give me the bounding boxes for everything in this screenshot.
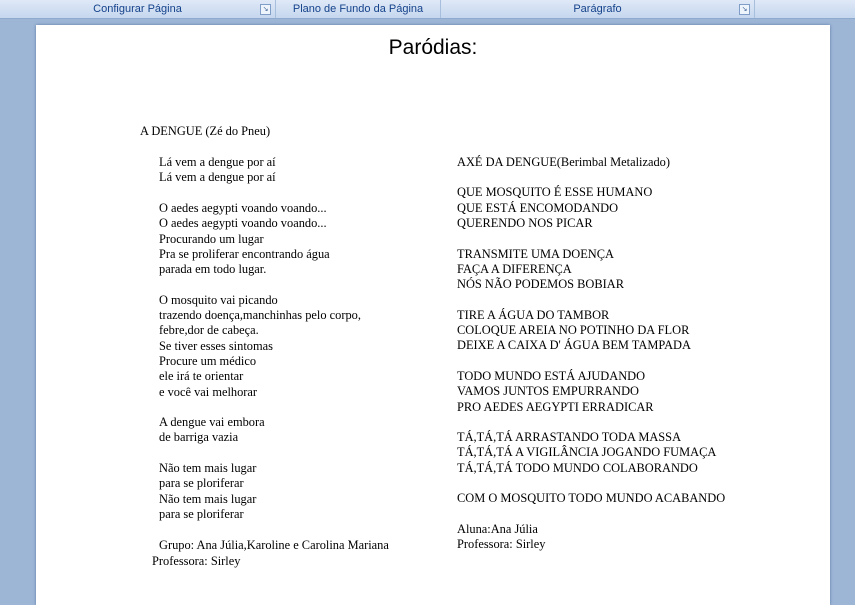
dialog-launcher-icon[interactable]: ↘ bbox=[739, 4, 750, 15]
text-line: de barriga vazia bbox=[159, 430, 239, 445]
text-line: O aedes aegypti voando voando... bbox=[159, 200, 327, 215]
text-line: parada em todo lugar. bbox=[159, 262, 267, 277]
left-heading: A DENGUE (Zé do Pneu) bbox=[140, 124, 271, 138]
text-line: TODO MUNDO ESTÁ AJUDANDO bbox=[457, 368, 646, 383]
left-footer: Professora: Sirley bbox=[152, 554, 241, 568]
text-line: febre,dor de cabeça. bbox=[159, 323, 259, 338]
text-line: TIRE A ÁGUA DO TAMBOR bbox=[457, 307, 610, 322]
text-line: NÓS NÃO PODEMOS BOBIAR bbox=[457, 277, 624, 292]
text-line: Se tiver esses sintomas bbox=[159, 338, 273, 353]
ribbon-group-label: Plano de Fundo da Página bbox=[292, 3, 424, 15]
text-line: TÁ,TÁ,TÁ TODO MUNDO COLABORANDO bbox=[457, 460, 698, 475]
text-line: TÁ,TÁ,TÁ A VIGILÂNCIA JOGANDO FUMAÇA bbox=[457, 445, 717, 460]
right-heading: AXÉ DA DENGUE(Berimbal Metalizado) bbox=[457, 155, 670, 169]
text-line: Grupo: Ana Júlia,Karoline e Carolina Mariana bbox=[159, 537, 389, 552]
text-line: O mosquito vai picando bbox=[159, 292, 278, 307]
dialog-launcher-icon[interactable]: ↘ bbox=[260, 4, 271, 15]
text-line: para se ploriferar bbox=[159, 476, 244, 491]
text-line: para se ploriferar bbox=[159, 506, 244, 521]
text-line: FAÇA A DIFERENÇA bbox=[457, 261, 572, 276]
ribbon-group-labels-bar bbox=[0, 0, 855, 19]
text-line: Pra se proliferar encontrando água bbox=[159, 246, 330, 261]
text-line: TRANSMITE UMA DOENÇA bbox=[457, 246, 614, 261]
text-line: TÁ,TÁ,TÁ ARRASTANDO TODA MASSA bbox=[457, 430, 682, 445]
page-title: Paródias: bbox=[388, 36, 478, 59]
ribbon-group-page-background bbox=[276, 0, 441, 18]
text-line: e você vai melhorar bbox=[159, 384, 258, 399]
text-line: DEIXE A CAIXA D' ÁGUA BEM TAMPADA bbox=[457, 338, 691, 353]
text-line: Lá vem a dengue por aí bbox=[159, 155, 276, 169]
text-line: Lá vem a dengue por aí bbox=[159, 170, 276, 185]
text-line: trazendo doença,manchinhas pelo corpo, bbox=[159, 308, 361, 322]
text-line: COLOQUE AREIA NO POTINHO DA FLOR bbox=[457, 323, 690, 337]
text-line: QUE ESTÁ ENCOMODANDO bbox=[457, 200, 619, 215]
text-line: QUERENDO NOS PICAR bbox=[457, 215, 593, 230]
text-line: Aluna:Ana Júlia bbox=[457, 521, 538, 536]
text-line: O aedes aegypti voando voando... bbox=[159, 216, 327, 231]
text-line: Não tem mais lugar bbox=[159, 491, 257, 506]
text-line: COM O MOSQUITO TODO MUNDO ACABANDO bbox=[457, 491, 726, 506]
text-line: Não tem mais lugar bbox=[159, 461, 257, 475]
ribbon-group-label: Parágrafo bbox=[573, 3, 622, 15]
text-line: Professora: Sirley bbox=[457, 537, 546, 552]
text-line: PRO AEDES AEGYPTI ERRADICAR bbox=[457, 399, 654, 414]
text-line: ele irá te orientar bbox=[159, 369, 244, 384]
text-line: A dengue vai embora bbox=[159, 415, 265, 430]
ribbon-group-label: Configurar Página bbox=[93, 3, 182, 15]
text-line: Procurando um lugar bbox=[159, 231, 264, 246]
document-page[interactable] bbox=[36, 25, 830, 605]
text-line: Procure um médico bbox=[159, 353, 257, 368]
text-line: QUE MOSQUITO É ESSE HUMANO bbox=[457, 185, 653, 200]
ribbon-group-page-setup bbox=[0, 0, 276, 18]
text-line: VAMOS JUNTOS EMPURRANDO bbox=[457, 384, 639, 399]
ribbon-group-paragraph bbox=[441, 0, 755, 18]
